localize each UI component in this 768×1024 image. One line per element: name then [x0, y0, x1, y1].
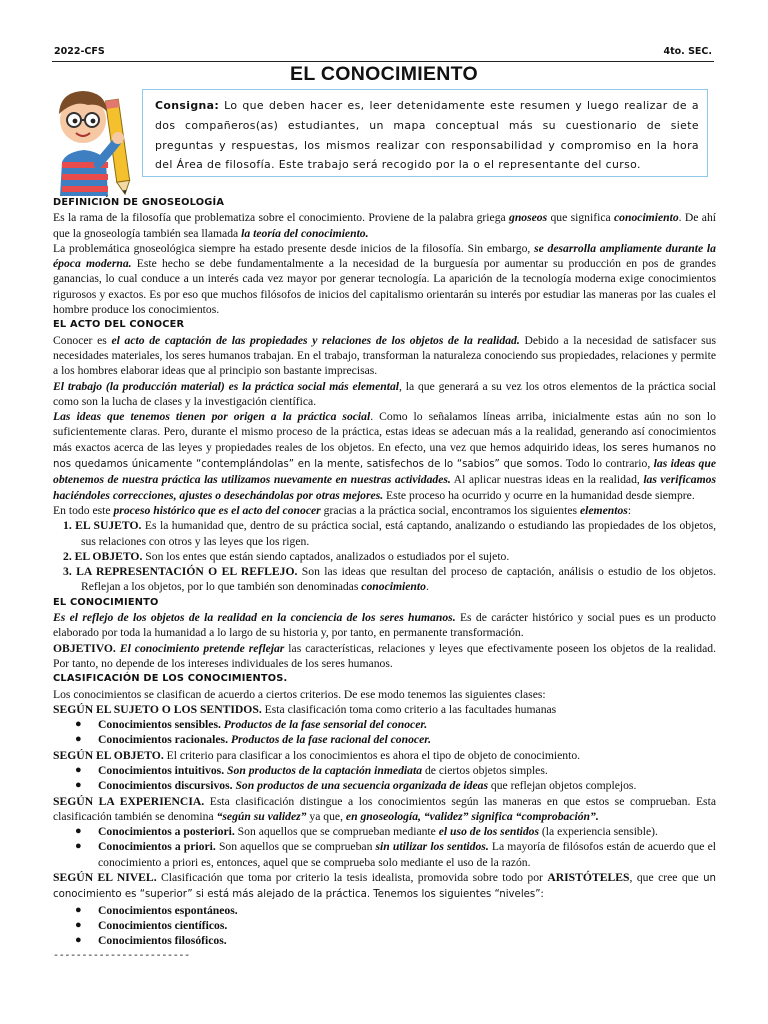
list-item: ● Conocimientos científicos. [75, 918, 228, 932]
paragraph: Es el reflejo de los objetos de la realidad en la conciencia de los seres humanos. Es de carácter histórico y social pues es un producto elaborado por toda la humanidad a lo largo de su historia y, por tanto, en permanente transformación. [53, 611, 716, 640]
bullet-icon: ● [75, 763, 82, 776]
elements-list [53, 518, 716, 594]
bullet-list [53, 824, 716, 870]
bullet-icon: ● [75, 918, 82, 931]
paragraph: Es la rama de la filosofía que problematiza sobre el conocimiento. Proviene de la palabra griega gnoseos que significa conocimiento. De ahí que la gnoseología también sea llamada la teoría del conocimiento. [53, 211, 716, 240]
bullet-icon: ● [75, 825, 82, 838]
list-item: ● Conocimientos intuitivos. Son productos de la captación inmediata de ciertos objetos simples. [75, 763, 548, 777]
paragraph: SEGÚN EL OBJETO. El criterio para clasificar a los conocimientos es ahora el tipo de objeto de conocimiento. [53, 748, 581, 762]
consigna-text: Lo que deben hacer es, leer detenidamente este resumen y luego realizar de a dos compañeros(as) estudiantes, un mapa conceptual más su cuestionario de siete preguntas y respuestas, los mismos realizar con responsabilidad y compromiso en la hora del Área de filosofía. Este trabajo será recogido por la o el representante del curso. [155, 99, 699, 172]
heading-gnoseologia: DEFINICIÓN DE GNOSEOLOGÍA [53, 197, 225, 208]
header-line [52, 46, 714, 62]
paragraph: SEGÚN EL SUJETO O LOS SENTIDOS. Esta clasificación toma como criterio a las facultades humanas [53, 702, 557, 716]
paragraph: SEGÚN LA EXPERIENCIA. Esta clasificación distingue a los conocimientos según las maneras en que estos se comprueban. Esta clasificación también se denomina “según su validez” ya que, en gnoseología, “validez” significa “comprobación”. [53, 794, 716, 823]
list-item: ● Conocimientos a posteriori. Son aquellos que se comprueban mediante el uso de los sentidos (la experiencia sensible). [75, 825, 658, 839]
list-item: ● Conocimientos espontáneos. [75, 903, 238, 917]
bullet-list [53, 903, 716, 949]
document-body [53, 195, 716, 964]
paragraph: OBJETIVO. El conocimiento pretende reflejar las características, relaciones y leyes que efectivamente poseen los objetos de la realidad. Por tanto, no depende de los intereses individuales de los seres humanos. [53, 641, 716, 670]
paragraph: Los conocimientos se clasifican de acuerdo a ciertos criterios. De ese modo tenemos las siguientes clases: [53, 687, 546, 701]
heading-acto-del-conocer: EL ACTO DEL CONOCER [53, 319, 185, 331]
bullet-icon: ● [75, 903, 82, 916]
list-item: ● Conocimientos racionales. Productos de la fase racional del conocer. [75, 733, 432, 747]
paragraph: SEGÚN EL NIVEL. Clasificación que toma por criterio la tesis idealista, promovida sobre todo por ARISTÓTELES, que cree que un conocimiento es “superior” si está más alejado de la práctica. Tenemos los siguientes “niveles”: [53, 871, 717, 901]
bullet-list [53, 763, 716, 794]
list-item: 3. LA REPRESENTACIÓN O EL REFLEJO. Son las ideas que resultan del proceso de captación, análisis o estudio de los objetos. Reflejan a los objetos, por lo que también son denominadas conocimiento. [63, 565, 716, 594]
student-with-pencil-icon [46, 78, 150, 196]
end-divider: ------------------------ [53, 950, 190, 962]
consigna-label: Consigna: [155, 99, 220, 112]
paragraph: Las ideas que tenemos tienen por origen a la práctica social. Como lo señalamos líneas arriba, inicialmente estas aún no son lo suficientemente claras. Pero, durante el mismo proceso de la práctica, estas ideas se adecuan más a la realidad, generando así conocimientos más exactos acerca de las leyes y propiedades reales de los objetos. En efecto, una vez que hemos adquirido ideas, los seres humanos no nos quedamos únicamente “contemplándolas” en la mente, satisfechos de lo “sabios” que somos. Todo lo contrario, las ideas que obtenemos de nuestra práctica las utilizamos nuevamente en nuestras actividades. Al aplicar nuestras ideas en la realidad, las verificamos haciéndoles correcciones, ajustes o desechándolas por otras mejores. Este proceso ha ocurrido y ocurre en la humanidad desde siempre. [53, 410, 717, 502]
list-item: 2. EL OBJETO. Son los entes que están siendo captados, analizados o estudiados por el sujeto. [63, 549, 510, 563]
paragraph: Conocer es el acto de captación de las propiedades y relaciones de los objetos de la realidad. Debido a la necesidad de satisfacer sus necesidades materiales, los seres humanos trabajan. En el trabajo, transforman la naturaleza conociendo sus propiedades, relaciones y permite a los hombres elaborar ideas que al principio son bastante imprecisas. [53, 333, 716, 378]
grade-label: 4to. SEC. [663, 46, 712, 57]
list-item: ● Conocimientos sensibles. Productos de la fase sensorial del conocer. [75, 718, 428, 732]
paragraph: El trabajo (la producción material) es la práctica social más elemental, la que generará a su vez los otros elementos de la práctica social como son la lucha de clases y la investigación científica. [53, 379, 716, 408]
list-item: ● Conocimientos discursivos. Son productos de una secuencia organizada de ideas que reflejan objetos complejos. [75, 779, 637, 793]
heading-clasificacion: CLASIFICACIÓN DE LOS CONOCIMIENTOS. [53, 673, 288, 685]
list-item: ● Conocimientos a priori. Son aquellos que se comprueban sin utilizar los sentidos. La mayoría de filósofos están de acuerdo que el conocimiento a priori es, entonces, aquel que se comprueba solo mediante el uso de la razón. [75, 840, 716, 869]
paragraph: En todo este proceso histórico que es el acto del conocer gracias a la práctica social, encontramos los siguientes elementos: [53, 503, 632, 517]
bullet-icon: ● [75, 733, 82, 746]
list-item: 1. EL SUJETO. Es la humanidad que, dentro de su práctica social, está captando, analizando o estudiando las propiedades de los objetos, sus relaciones con otros y las leyes que los rigen. [63, 519, 717, 548]
bullet-list [53, 717, 716, 748]
heading-el-conocimiento: EL CONOCIMIENTO [53, 596, 159, 608]
year-label: 2022-CFS [54, 46, 105, 57]
paragraph: La problemática gnoseológica siempre ha estado presente desde inicios de la filosofía. Sin embargo, se desarrolla ampliamente durante la época moderna. Este hecho se debe fundamentalmente a la necesidad de la burguesía por aumentar su producción en pos de grandes ganancias, lo cual conduce a un interés cada vez mayor por generar tecnología. La aparición de la tecnología moderna exige conocimientos rigurosos y exactos. Es por eso que muchos filósofos de inicios del capitalismo orientarán su interés por estudiar las maneras por las cuales el hombre produce los conocimientos. [53, 241, 716, 317]
bullet-icon: ● [75, 779, 82, 792]
bullet-icon: ● [75, 934, 82, 947]
page-title: EL CONOCIMIENTO [290, 63, 478, 85]
consigna-box [142, 89, 708, 177]
bullet-icon: ● [75, 718, 82, 731]
list-item: ● Conocimientos filosóficos. [75, 934, 227, 948]
bullet-icon: ● [75, 840, 82, 853]
